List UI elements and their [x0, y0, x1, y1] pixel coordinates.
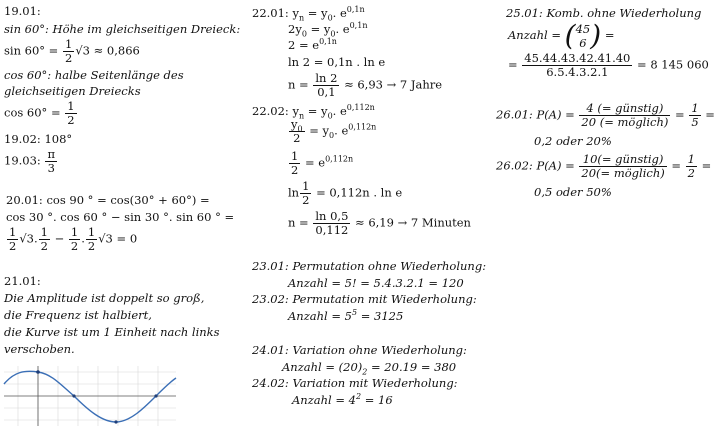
cos60-description-2: gleichseitigen Dreiecks — [4, 84, 141, 98]
task-26-01-answer: 0,2 oder 20% — [534, 134, 612, 148]
curve-min-point — [114, 420, 117, 423]
task-24-02-answer: Anzahl = $4^2 = 16$ — [292, 392, 393, 407]
task-21-01-label: 21.01: — [4, 274, 41, 288]
task-22-01-line4: ln 2 = 0,1n . ln e — [288, 55, 386, 69]
task-22-01-line5: n = $\frac{\ln 2}{0,1}$ ≈ 6,93 → 7 Jahre — [288, 71, 443, 99]
task-23-02-title: 23.02: Permutation mit Wiederholung: — [252, 292, 477, 306]
task-22-01-line1: 22.01: $y_n = y_0$. $e^{0,1n}$ — [252, 5, 365, 23]
cos60-equation: cos 60° = $\frac{1}{2}$ — [4, 99, 75, 127]
sin60-description: sin 60°: Höhe im gleichseitigen Dreieck: — [4, 22, 241, 36]
task-19-03: 19.03: $\frac{\pi}{3}$ — [4, 147, 56, 175]
task-26-02-equation: 26.02: P(A) = $\frac{\text{10(= günstig)}}{\text{20(= möglich)}}$ = $\frac{1}{2}$ = — [496, 152, 712, 180]
task-22-02-line3: $\frac{1}{2}$ = $e^{0,112n}$ — [291, 149, 354, 177]
task-20-01-line3: $\frac{1}{2}$ √3. $\frac{1}{2}$ − $\frac{1}{2}$ . $\frac{1}{2}$ √3 = 0 — [9, 225, 138, 253]
task-24-02-title: 24.02: Variation mit Wiederholung: — [252, 376, 458, 390]
task-23-01-answer: Anzahl = 5! = 5.4.3.2.1 = 120 — [288, 276, 464, 290]
task-26-02-answer: 0,5 oder 50% — [534, 185, 612, 199]
task-22-01-line2: $2y_0 = y_0$. $e^{0,1n}$ — [288, 21, 368, 39]
task-21-01-line2: die Frequenz ist halbiert, — [4, 308, 152, 322]
task-25-01-title: 25.01: Komb. ohne Wiederholung — [506, 6, 702, 20]
cos60-description-1: cos 60°: halbe Seitenlänge des — [4, 68, 184, 82]
fraction-one-half: $\frac{1}{2}$ — [64, 37, 73, 65]
task-26-01-equation: 26.01: P(A) = $\frac{\text{4 (= günstig)}}{\text{20 (= möglich)}}$ = $\frac{1}{5}$ = — [496, 101, 715, 129]
curve-zero-point — [72, 394, 75, 397]
task-22-02-line5: n = $\frac{\ln 0,5}{0,112}$ ≈ 6,19 → 7 Minuten — [288, 209, 471, 237]
task-25-01-binomial: Anzahl = ( 45 6 ) = — [508, 19, 615, 52]
curve-zero-point-2 — [154, 394, 157, 397]
sin60-equation: sin 60° = $\frac{1}{2}$ √3 ≈ 0,866 — [4, 37, 140, 65]
task-21-01-line3: die Kurve ist um 1 Einheit nach links — [4, 325, 220, 339]
cosine-curve — [4, 371, 176, 422]
task-24-01-answer: Anzahl = $(20)_2 = 20.19 = 380$ — [282, 360, 457, 377]
task-23-01-title: 23.01: Permutation ohne Wiederholung: — [252, 259, 487, 273]
task-20-01-line1: 20.01: cos 90 ° = cos(30° + 60°) = — [6, 193, 210, 207]
fraction-one-half: $\frac{1}{2}$ — [67, 99, 75, 127]
task-22-02-line1: 22.02: $y_n = y_0$. $e^{0,112n}$ — [252, 103, 375, 121]
fraction-pi-third: $\frac{\pi}{3}$ — [47, 147, 56, 175]
task-19-02: 19.02: 108° — [4, 132, 73, 146]
curve-max-point — [36, 370, 40, 374]
task-24-01-title: 24.01: Variation ohne Wiederholung: — [252, 343, 467, 357]
task-21-01-line4: verschoben. — [4, 342, 75, 356]
task-22-02-line4: ln $\frac{1}{2}$ = 0,112n . ln e — [288, 179, 403, 207]
task-21-01-line1: Die Amplitude ist doppelt so groß, — [4, 291, 205, 305]
task-23-02-answer: Anzahl = $5^5 = 3125$ — [288, 308, 404, 323]
task-20-01-line2: cos 30 °. cos 60 ° − sin 30 °. sin 60 ° = — [6, 210, 235, 224]
cosine-graph — [4, 366, 176, 426]
task-22-02-line2: $\frac{y_0}{2}$ = $y_0$. $e^{0,112n}$ — [291, 117, 377, 145]
task-25-01-result: = $\frac{45.44.43.42.41.40}{6.5.4.3.2.1}$ = 8 145 060 — [508, 51, 709, 79]
task-19-01-label: 19.01: — [4, 4, 41, 18]
task-22-01-line3: $2 = e^{0,1n}$ — [288, 37, 337, 52]
